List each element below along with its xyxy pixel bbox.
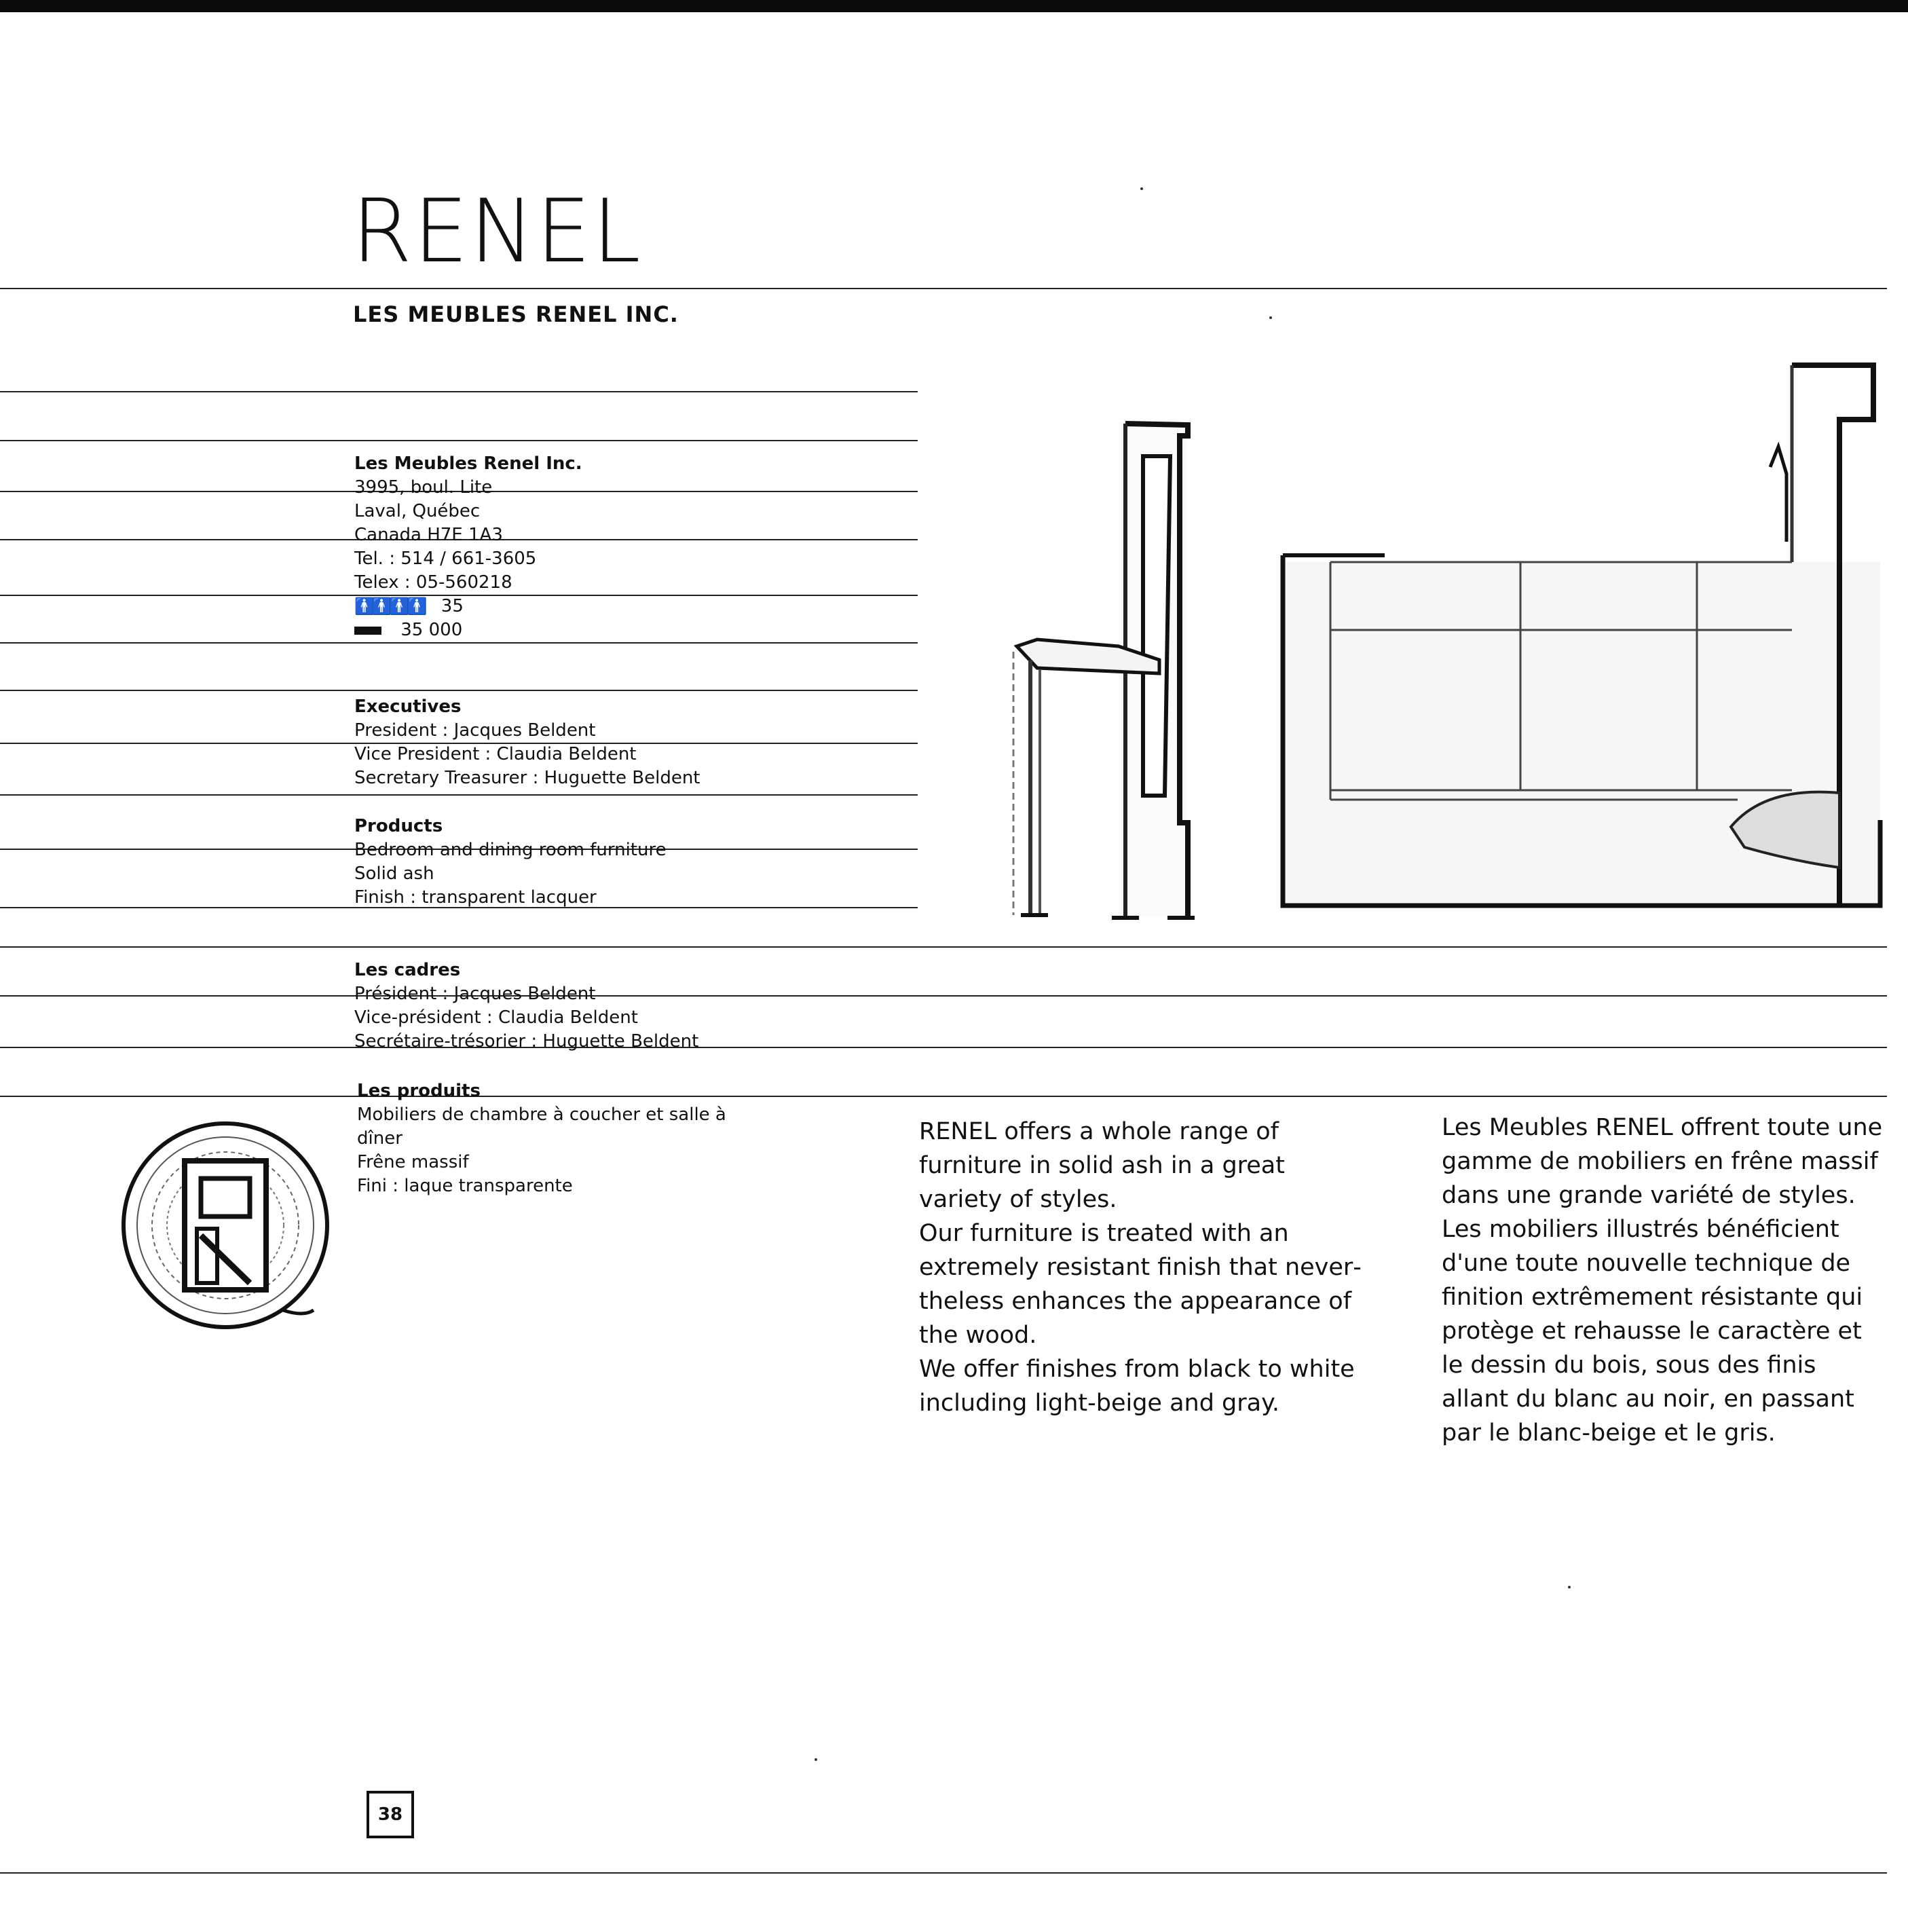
- description-french: [1442, 1111, 1890, 1450]
- renel-logo: [117, 1113, 341, 1337]
- executive-line: Secretary Treasurer : Huguette Beldent: [354, 768, 700, 788]
- scan-speck: [1568, 1586, 1571, 1589]
- rule: [0, 1047, 1887, 1048]
- product-line: Mobiliers de chambre à coucher et salle à: [357, 1104, 726, 1125]
- executive-line: Vice President : Claudia Beldent: [354, 744, 637, 764]
- executive-line: Secrétaire-trésorier : Huguette Beldent: [354, 1031, 699, 1052]
- rule: [0, 642, 918, 644]
- rule: [0, 995, 1887, 997]
- produits-block: [357, 1079, 726, 1198]
- rule: [0, 1872, 1887, 1874]
- floor-area-row: [354, 618, 582, 642]
- contact-block: [354, 452, 582, 642]
- products-block: [354, 815, 667, 910]
- address-line: 3995, boul. Lite: [354, 477, 493, 498]
- address-line: Laval, Québec: [354, 501, 481, 521]
- description-paragraph: RENEL offers a whole range of furniture in solid ash in a great variety of styles.: [919, 1118, 1285, 1213]
- bed-illustration: [1276, 358, 1887, 915]
- employees-count: 35: [441, 596, 464, 616]
- rule: [0, 391, 918, 392]
- executive-line: Vice-président : Claudia Beldent: [354, 1007, 638, 1028]
- scan-speck: [815, 1758, 817, 1761]
- page-number: 38: [367, 1791, 414, 1838]
- scan-speck: [1269, 316, 1272, 319]
- cadres-block: [354, 959, 698, 1054]
- scan-top-border: [0, 0, 1908, 12]
- section-heading: Les cadres: [354, 960, 461, 980]
- employees-row: [354, 595, 582, 618]
- floor-area-icon: [354, 627, 381, 635]
- rule: [0, 794, 918, 796]
- product-line: Fini : laque transparente: [357, 1176, 573, 1196]
- employees-icon: 🚹🚹🚹🚹: [354, 597, 425, 616]
- rule: [0, 1096, 1887, 1097]
- company-name: Les Meubles Renel Inc.: [354, 453, 582, 474]
- scan-speck: [1140, 187, 1143, 190]
- description-paragraph: Our furniture is treated with an extremely resistant finish that nevertheless enhances the appearance of the wood.: [919, 1220, 1362, 1349]
- telex: Telex : 05-560218: [354, 572, 512, 593]
- product-line: Finish : transparent lacquer: [354, 887, 597, 908]
- executive-line: Président : Jacques Beldent: [354, 984, 596, 1004]
- description-english: [919, 1115, 1367, 1420]
- section-heading: Executives: [354, 696, 462, 717]
- product-line: Frêne massif: [357, 1152, 469, 1172]
- phone: Tel. : 514 / 661-3605: [354, 549, 537, 569]
- product-line: Solid ash: [354, 863, 434, 884]
- rule: [0, 690, 918, 691]
- company-subtitle: LES MEUBLES RENEL INC.: [353, 301, 679, 327]
- page-title: RENEL: [352, 181, 642, 282]
- section-heading: Products: [354, 816, 443, 836]
- executive-line: President : Jacques Beldent: [354, 720, 596, 741]
- description-paragraph: Les Meubles RENEL offrent toute une gamme de mobiliers en frêne massif dans une grande variété de styles. Les mobiliers illustrés bénéficient d'une toute nouvelle technique de finition extrêmement résistante qui protège et rehausse le caractère et le dessin du bois, sous des finis allant du blanc au noir, en passant par le blanc-beige et le gris.: [1442, 1114, 1883, 1447]
- rule: [0, 946, 1887, 948]
- section-heading: Les produits: [357, 1081, 481, 1101]
- address-line: Canada H7E 1A3: [354, 525, 503, 545]
- product-line: Bedroom and dining room furniture: [354, 840, 667, 860]
- chair-illustration: [1010, 415, 1214, 923]
- rule: [0, 440, 918, 441]
- floor-area-value: 35 000: [400, 620, 463, 640]
- product-line: dîner: [357, 1128, 403, 1149]
- executives-block: [354, 695, 700, 790]
- title-rule: [0, 288, 1887, 289]
- description-paragraph: We offer finishes from black to white including light-beige and gray.: [919, 1356, 1355, 1417]
